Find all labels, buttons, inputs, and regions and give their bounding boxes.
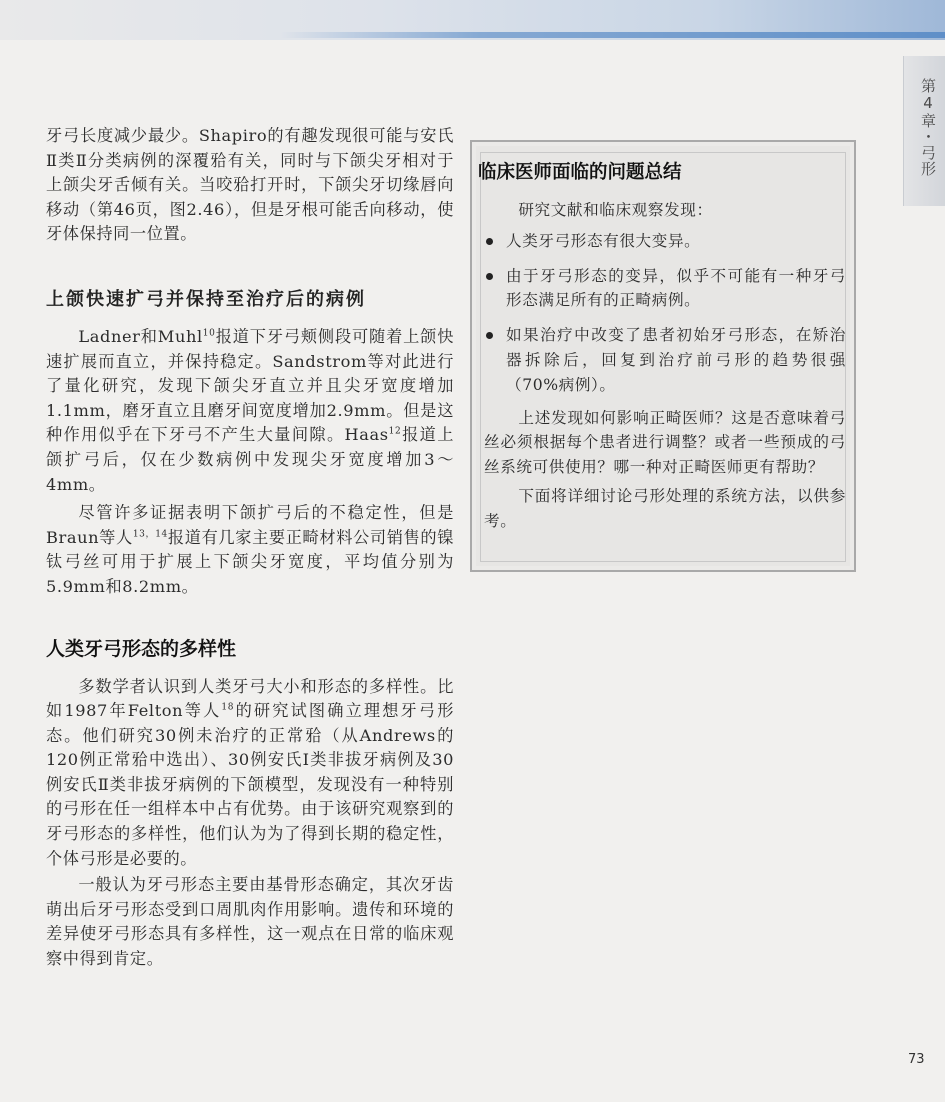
citation-superscript: 10: [202, 328, 216, 339]
summary-box-title: 临床医师面临的问题总结: [478, 162, 682, 183]
summary-paragraph-1: 上述发现如何影响正畸医师？这是否意味着弓丝必须根据每个患者进行调整？或者一些预成的弓丝系统可供使用？哪一种对正畸医师更有帮助？: [484, 408, 846, 477]
citation-superscript: 18: [221, 702, 235, 713]
summary-lead: 研究文献和临床观察发现：: [518, 201, 713, 219]
chapter-label: 第4章・弓形: [919, 78, 937, 177]
bullet-dot-icon: [486, 238, 493, 245]
intro-paragraph: 牙弓长度减少最少。Shapiro的有趣发现很可能与安氏Ⅱ类Ⅱ分类病例的深覆𬌗有关，同时与下颌尖牙相对于上颌尖牙舌倾有关。当咬𬌗打开时，下颌尖牙切缘唇向移动（第46页，图2.46），但是牙根可能舌向移动，使牙体保持同一位置。: [46, 126, 454, 244]
list-item: [484, 229, 846, 254]
bullet-dot-icon: [486, 273, 493, 280]
summary-box-body: [484, 198, 846, 534]
page-header-band: [0, 0, 945, 40]
section1-paragraph-2: [46, 501, 454, 599]
text-run: 报道上颌扩弓后，仅在少数病例中发现尖牙宽度增加3～4mm。: [46, 425, 454, 494]
citation-superscript: 13，14: [132, 529, 168, 540]
text-run: 多数学者认识到人类牙弓大小和形态的多样性。比如1987年Felton等人: [46, 676, 454, 721]
bullet-text: 人类牙弓形态有很大变异。: [506, 231, 701, 250]
header-accent-line: [280, 32, 945, 38]
text-run: 报道下牙弓颊侧段可随着上颌快速扩展而直立，并保持稳定。Sandstrom等对此进行了量化研究，发现下颌尖牙直立并且尖牙宽度增加1.1mm，磨牙直立且磨牙间宽度增加2.9mm。但是这种作用似乎在下牙弓不产生大量间隙。Haas: [46, 326, 454, 445]
text-run: Ladner和Muhl: [78, 326, 203, 346]
bullet-dot-icon: [486, 332, 493, 339]
section-heading-rapid-expansion: 上颌快速扩弓并保持至治疗后的病例: [46, 288, 366, 310]
summary-bullet-list: [484, 229, 846, 398]
page-number: 73: [908, 1052, 925, 1067]
text-run: 尽管许多证据表明下颌扩弓后的不稳定性，但是Braun等人: [46, 503, 454, 547]
list-item: [484, 264, 846, 314]
summary-paragraph-2: 下面将详细讨论弓形处理的系统方法，以供参考。: [484, 486, 846, 530]
list-item: [484, 323, 846, 397]
citation-superscript: 12: [388, 426, 402, 437]
section2-paragraph-2: 一般认为牙弓形态主要由基骨形态确定，其次牙齿萌出后牙弓形态受到口周肌肉作用影响。遗传和环境的差异使牙弓形态具有多样性，这一观点在日常的临床观察中得到肯定。: [46, 875, 454, 969]
section1-paragraph-1: [46, 325, 454, 497]
bullet-text: 由于牙弓形态的变异，似乎不可能有一种牙弓形态满足所有的正畸病例。: [506, 266, 846, 310]
text-run: 报道有几家主要正畸材料公司销售的镍钛弓丝可用于扩展上下颌尖牙宽度，平均值分别为5.9mm和8.2mm。: [46, 527, 455, 596]
bullet-text: 如果治疗中改变了患者初始牙弓形态，在矫治器拆除后，回复到治疗前弓形的趋势很强（70%病例）。: [506, 326, 846, 394]
section2-paragraph-1: [46, 675, 454, 872]
section-heading-arch-diversity: 人类牙弓形态的多样性: [46, 637, 237, 660]
text-run: 的研究试图确立理想牙弓形态。他们研究30例未治疗的正常𬌗（从Andrews的120例正常𬌗中选出）、30例安氏Ⅰ类非拔牙病例及30例安氏Ⅱ类非拔牙病例的下颌模型，发现没有一种特别的弓形在任一组样本中占有优势。由于该研究观察到的牙弓形态的多样性，他们认为为了得到长期的稳定性，个体弓形是必要的。: [46, 701, 455, 868]
left-column: [46, 124, 454, 972]
